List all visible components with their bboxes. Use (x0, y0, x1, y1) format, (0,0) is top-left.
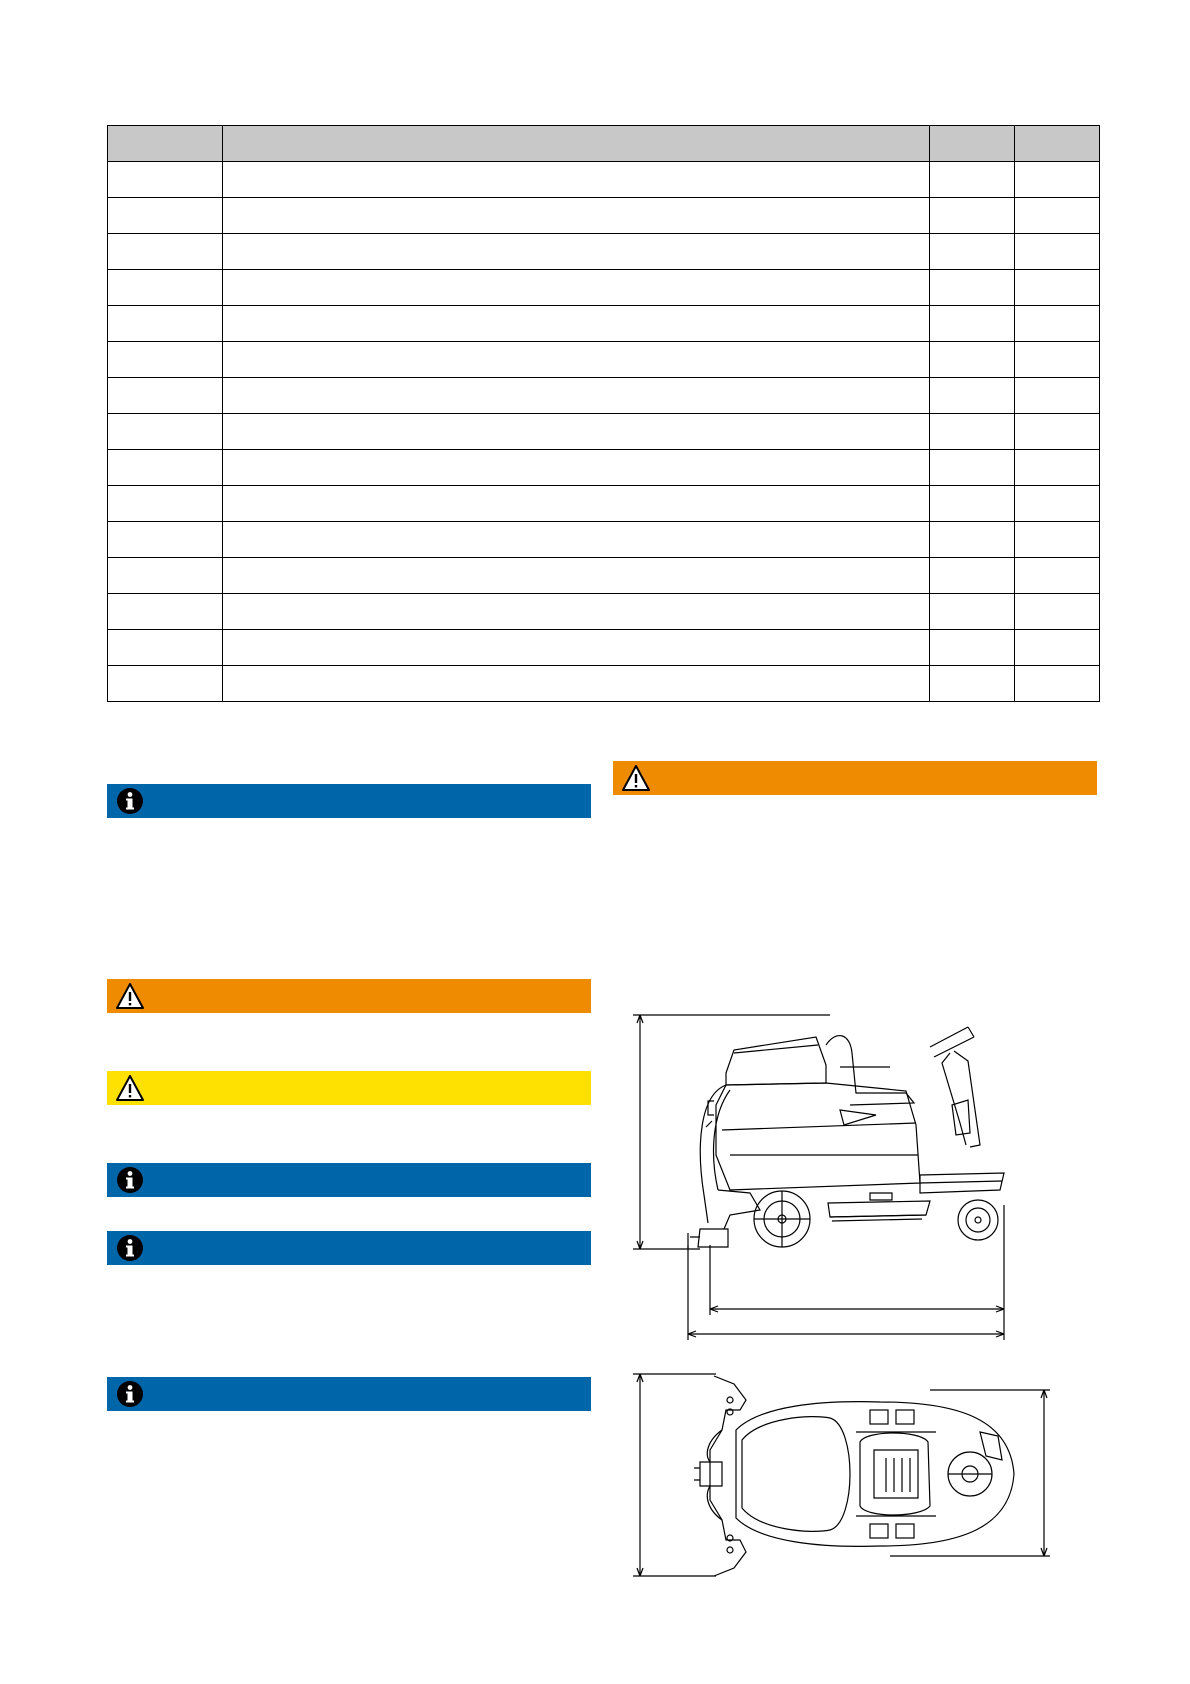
table-header-cell (1015, 126, 1100, 162)
table-cell (108, 630, 223, 666)
table-cell (930, 486, 1015, 522)
table-cell (930, 270, 1015, 306)
table-cell (930, 558, 1015, 594)
table-cell (930, 234, 1015, 270)
table-cell (930, 450, 1015, 486)
table-cell (1015, 666, 1100, 702)
info-icon (115, 1379, 145, 1409)
table-row (108, 558, 1100, 594)
table-header-cell (930, 126, 1015, 162)
table-cell (930, 378, 1015, 414)
table-cell (223, 558, 930, 594)
table-cell (108, 198, 223, 234)
table-cell (223, 306, 930, 342)
table-header-cell (108, 126, 223, 162)
table-row (108, 450, 1100, 486)
table-cell (223, 666, 930, 702)
table-cell (108, 558, 223, 594)
table-cell (1015, 630, 1100, 666)
table-cell (223, 594, 930, 630)
table-cell (930, 594, 1015, 630)
info-notice-bar (107, 1377, 591, 1411)
table-cell (108, 594, 223, 630)
warning-triangle-icon (115, 1073, 145, 1103)
table-cell (930, 306, 1015, 342)
table-cell (1015, 450, 1100, 486)
table-cell (108, 522, 223, 558)
info-notice-bar (107, 1163, 591, 1197)
table-row (108, 306, 1100, 342)
table-cell (223, 342, 930, 378)
table-row (108, 342, 1100, 378)
table-cell (930, 666, 1015, 702)
table-cell (1015, 162, 1100, 198)
table-cell (930, 630, 1015, 666)
info-icon (115, 1165, 145, 1195)
table-row (108, 162, 1100, 198)
table-row (108, 198, 1100, 234)
table-cell (1015, 234, 1100, 270)
warning-notice-bar (107, 979, 591, 1013)
table-cell (1015, 522, 1100, 558)
warning-notice-bar (613, 761, 1097, 795)
table-cell (108, 234, 223, 270)
table-cell (108, 450, 223, 486)
table-header-cell (223, 126, 930, 162)
table-cell (108, 162, 223, 198)
table-cell (1015, 594, 1100, 630)
info-notice-bar (107, 784, 591, 818)
table-cell (930, 198, 1015, 234)
table-cell (108, 270, 223, 306)
warning-triangle-icon (621, 763, 651, 793)
table-cell (1015, 486, 1100, 522)
table-cell (108, 342, 223, 378)
table-cell (223, 486, 930, 522)
table-cell (108, 486, 223, 522)
table-cell (108, 378, 223, 414)
table-cell (108, 306, 223, 342)
table-cell (108, 666, 223, 702)
info-icon (115, 1233, 145, 1263)
table-cell (1015, 342, 1100, 378)
table-row (108, 630, 1100, 666)
table-row (108, 666, 1100, 702)
table-row (108, 594, 1100, 630)
table-cell (223, 414, 930, 450)
table-cell (930, 522, 1015, 558)
table-cell (223, 234, 930, 270)
table-cell (1015, 306, 1100, 342)
table-cell (930, 342, 1015, 378)
table-cell (1015, 378, 1100, 414)
caution-notice-bar (107, 1071, 591, 1105)
table-cell (1015, 198, 1100, 234)
table-cell (223, 162, 930, 198)
table-cell (1015, 558, 1100, 594)
table-row (108, 414, 1100, 450)
table-row (108, 234, 1100, 270)
table-cell (223, 378, 930, 414)
table-cell (223, 270, 930, 306)
machine-side-view (630, 1005, 1030, 1350)
table-cell (1015, 414, 1100, 450)
table-body (108, 162, 1100, 702)
table-cell (223, 522, 930, 558)
table-cell (223, 630, 930, 666)
table-cell (223, 450, 930, 486)
table-row (108, 270, 1100, 306)
table-row (108, 486, 1100, 522)
warning-triangle-icon (115, 981, 145, 1011)
table-cell (930, 162, 1015, 198)
table-cell (930, 414, 1015, 450)
info-notice-bar (107, 1231, 591, 1265)
table-header-row (108, 126, 1100, 162)
machine-top-view (630, 1370, 1070, 1582)
table-cell (223, 198, 930, 234)
table-row (108, 378, 1100, 414)
specification-table (107, 125, 1100, 702)
table-cell (108, 414, 223, 450)
table-row (108, 522, 1100, 558)
info-icon (115, 786, 145, 816)
table-cell (1015, 270, 1100, 306)
